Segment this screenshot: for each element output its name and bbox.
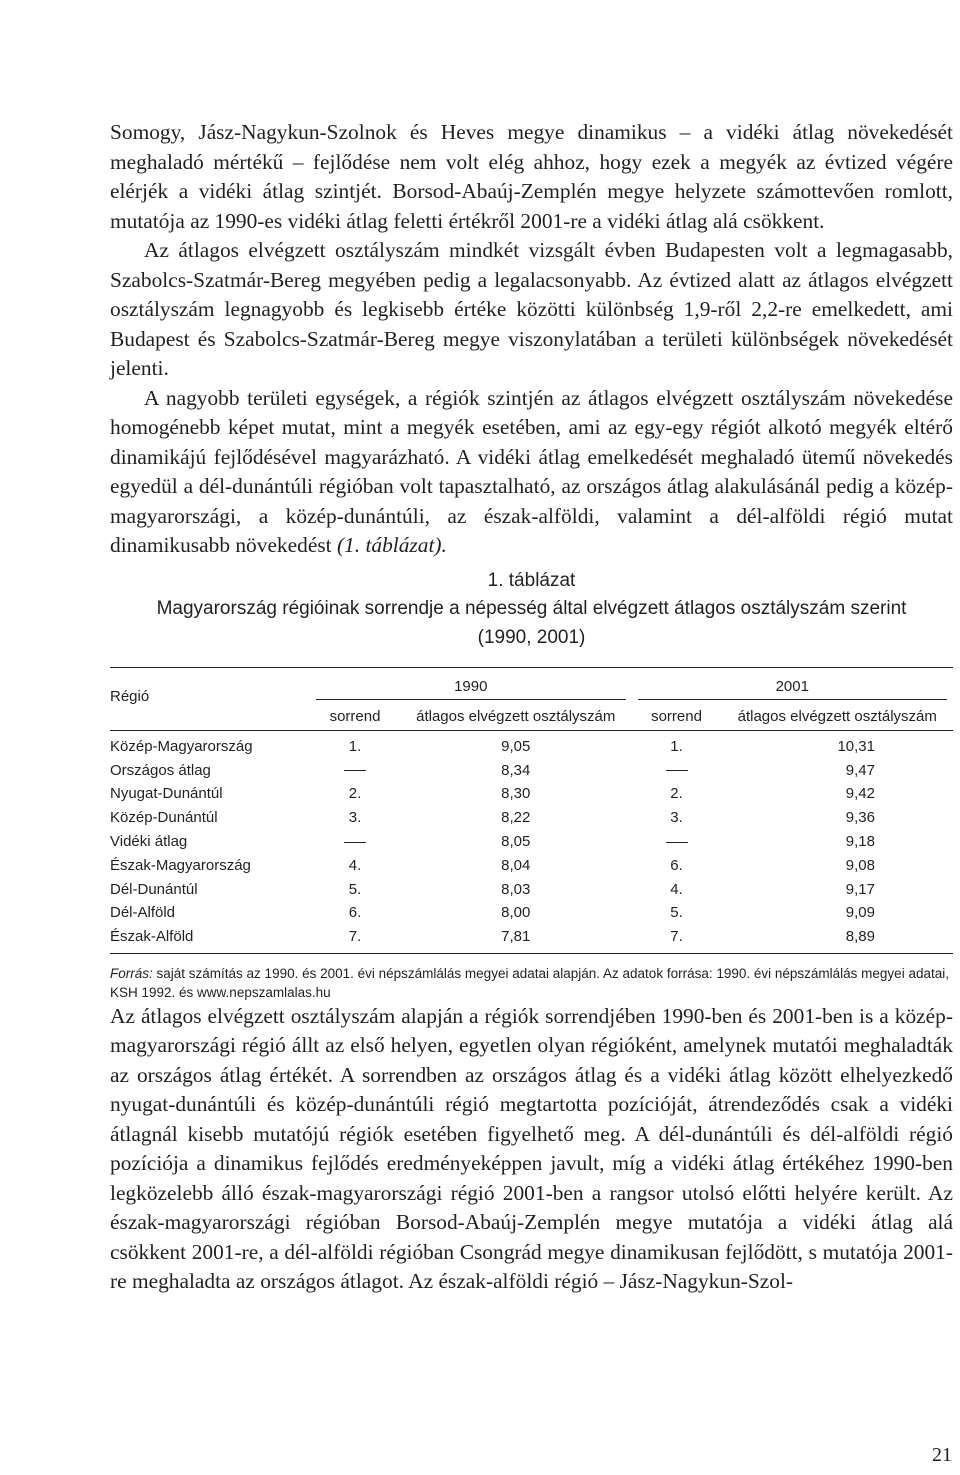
- page-number: 21: [932, 1444, 952, 1466]
- cell-avg-1990: 7,81: [400, 925, 632, 953]
- table-row: [110, 758, 953, 782]
- header-avg-2001: átlagos elvégzett osztályszám: [722, 704, 954, 731]
- cell-avg-2001: 9,17: [845, 880, 875, 898]
- cell-avg-2001: 10,31: [837, 737, 875, 755]
- page-content: [110, 118, 953, 1297]
- table-row: [110, 782, 953, 806]
- header-year-2001: 2001: [632, 667, 954, 704]
- cell-avg-2001: 9,09: [845, 904, 875, 922]
- cell-avg-1990: 8,22: [501, 809, 531, 827]
- cell-avg-1990: 8,00: [501, 904, 531, 922]
- paragraph-1: Somogy, Jász-Nagykun-Szolnok és Heves megye dinamikus – a vidéki átlag növekedését meghaladó mértékű – fejlődése nem volt elég ahhoz, hogy ezek a megyék az évtized végére elérjék a vidéki átlag szintjét. Borsod-Abaúj-Zemplén megye helyzete számottevően romlott, mutatója az 1990-es vidéki átlag feletti értékről 2001-re a vidéki átlag alá csökkent.: [110, 120, 953, 233]
- table-row: [110, 925, 953, 953]
- header-rank-2001: sorrend: [632, 704, 722, 731]
- cell-avg-1990: 9,05: [501, 737, 531, 755]
- cell-avg-1990: 8,34: [501, 761, 531, 779]
- cell-rank-1990: 2.: [348, 785, 362, 803]
- cell-region: Észak-Magyarország: [110, 856, 251, 874]
- cell-avg-1990: 8,05: [501, 833, 531, 851]
- paragraph-4: Az átlagos elvégzett osztályszám alapján a régiók sorrendjében 1990-ben és 2001-ben is a közép-magyarországi régió állt az első helyen, egyetlen olyan régióként, amelynek mutatói meghaladták az országos átlag értékét. A sorrendben az országos átlag és a vidéki átlag között elhelyezkedő nyugat-dunántúli és közép-dunántúli régió megtartotta pozícióját, átrendeződés csak a vidéki átlagnál kisebb mutatójú régiók esetében figyelhető meg. A dél-dunántúli és dél-alföldi régió pozíciója a dinamikus fejlődés eredményeképpen javult, míg a vidéki átlag értékéhez 1990-ben legközelebb álló észak-magyarországi régió 2001-ben a rangsor utolsó előtti helyére került. Az észak-magyarországi régióban Borsod-Abaúj-Zemplén megye mutatója a vidéki átlag alá csökkent 2001-re, a dél-alföldi régióban Csongrád megye dinamikusan fejlődött, s mutatója 2001-re meghaladta az országos átlagot. Az észak-alföldi régió – Jász-Nagykun-Szol-: [110, 1003, 953, 1294]
- cell-avg-1990: 8,30: [501, 785, 531, 803]
- dash-mark: [344, 842, 366, 843]
- source-text: saját számítás az 1990. és 2001. évi népszámlálás megyei adatai alapján. Az adatok forrása: 1990. évi népszámlálás megyei adatai, KSH 1992. és www.nepszamlalas.hu: [110, 965, 949, 1000]
- table-row: [110, 730, 953, 758]
- cell-rank-2001: 4.: [670, 880, 683, 898]
- cell-rank-1990: 4.: [348, 856, 362, 874]
- cell-avg-2001: 9,36: [845, 809, 875, 827]
- table-caption: [110, 567, 953, 653]
- source-label: Forrás:: [110, 965, 153, 981]
- table-row: [110, 877, 953, 901]
- table-years: (1990, 2001): [477, 626, 586, 648]
- table-body: [110, 730, 953, 953]
- cell-region: Dél-Alföld: [110, 904, 176, 922]
- table-number: 1. táblázat: [487, 569, 576, 591]
- cell-rank-1990: 6.: [348, 904, 362, 922]
- cell-rank-2001: 2.: [670, 785, 683, 803]
- header-year-1990: 1990: [310, 667, 632, 704]
- cell-rank-1990: 1.: [348, 737, 362, 755]
- cell-rank-1990: [310, 758, 400, 782]
- cell-region: Közép-Dunántúl: [110, 809, 218, 827]
- table-source-note: [110, 964, 953, 1002]
- dash-mark: [666, 842, 688, 843]
- table-title: Magyarország régióinak sorrendje a népesség által elvégzett átlagos osztályszám szerint: [156, 597, 907, 619]
- cell-rank-2001: [632, 758, 722, 782]
- paragraph-2: Az átlagos elvégzett osztályszám mindkét vizsgált évben Budapesten volt a legmagasabb, Szabolcs-Szatmár-Bereg megyében pedig a legalacsonyabb. Az évtized alatt az átlagos elvégzett osztályszám legnagyobb és legkisebb értéke közötti különbség 1,9-ről 2,2-re emelkedett, ami Budapest és Szabolcs-Szatmár-Bereg megye viszonylatában a területi különbségek növekedését jelenti.: [110, 238, 953, 380]
- cell-region: Közép-Magyarország: [110, 737, 253, 755]
- cell-avg-2001: 9,18: [845, 833, 875, 851]
- cell-rank-1990: 3.: [348, 809, 362, 827]
- cell-rank-2001: 1.: [670, 737, 683, 755]
- cell-region: Észak-Alföld: [110, 925, 310, 953]
- cell-avg-1990: 8,03: [501, 880, 531, 898]
- cell-rank-2001: [632, 830, 722, 854]
- cell-region: Vidéki átlag: [110, 833, 188, 851]
- cell-avg-2001: 9,08: [845, 856, 875, 874]
- cell-rank-1990: 5.: [348, 880, 362, 898]
- cell-rank-2001: 7.: [632, 925, 722, 953]
- header-region: Régió: [110, 667, 310, 730]
- table-row: [110, 806, 953, 830]
- cell-rank-2001: 3.: [670, 809, 683, 827]
- header-rank-1990: sorrend: [310, 704, 400, 731]
- cell-rank-1990: [310, 830, 400, 854]
- cell-avg-2001: 9,42: [845, 785, 875, 803]
- cell-avg-2001: 8,89: [722, 925, 954, 953]
- table-row: [110, 853, 953, 877]
- cell-rank-2001: 6.: [670, 856, 683, 874]
- cell-avg-2001: 9,47: [845, 761, 875, 779]
- cell-region: Országos átlag: [110, 761, 211, 779]
- cell-region: Nyugat-Dunántúl: [110, 785, 223, 803]
- dash-mark: [666, 770, 688, 771]
- cell-avg-1990: 8,04: [501, 856, 531, 874]
- paragraph-3: [110, 384, 953, 561]
- regions-table: [110, 667, 953, 954]
- cell-region: Dél-Dunántúl: [110, 880, 198, 898]
- header-avg-1990: átlagos elvégzett osztályszám: [400, 704, 632, 731]
- table-row: [110, 830, 953, 854]
- paragraph-3-text: A nagyobb területi egységek, a régiók szintjén az átlagos elvégzett osztályszám növekedése homogénebb képet mutat, mint a megyék esetében, ami az egy-egy régiót alkotó megyék eltérő dinamikájú fejlődésével magyarázható. A vidéki átlag emelkedését meghaladó ütemű növekedés egyedül a dél-dunántúli régióban volt tapasztalható, az országos átlag alakulásánál pedig a közép-magyarországi, a közép-dunántúli, az észak-alföldi, valamint a dél-alföldi régió mutat dinamikusabb növekedést: [110, 385, 953, 557]
- table-row: [110, 901, 953, 925]
- cell-rank-1990: 7.: [310, 925, 400, 953]
- table-reference: (1. táblázat).: [336, 533, 447, 557]
- dash-mark: [344, 770, 366, 771]
- cell-rank-2001: 5.: [670, 904, 683, 922]
